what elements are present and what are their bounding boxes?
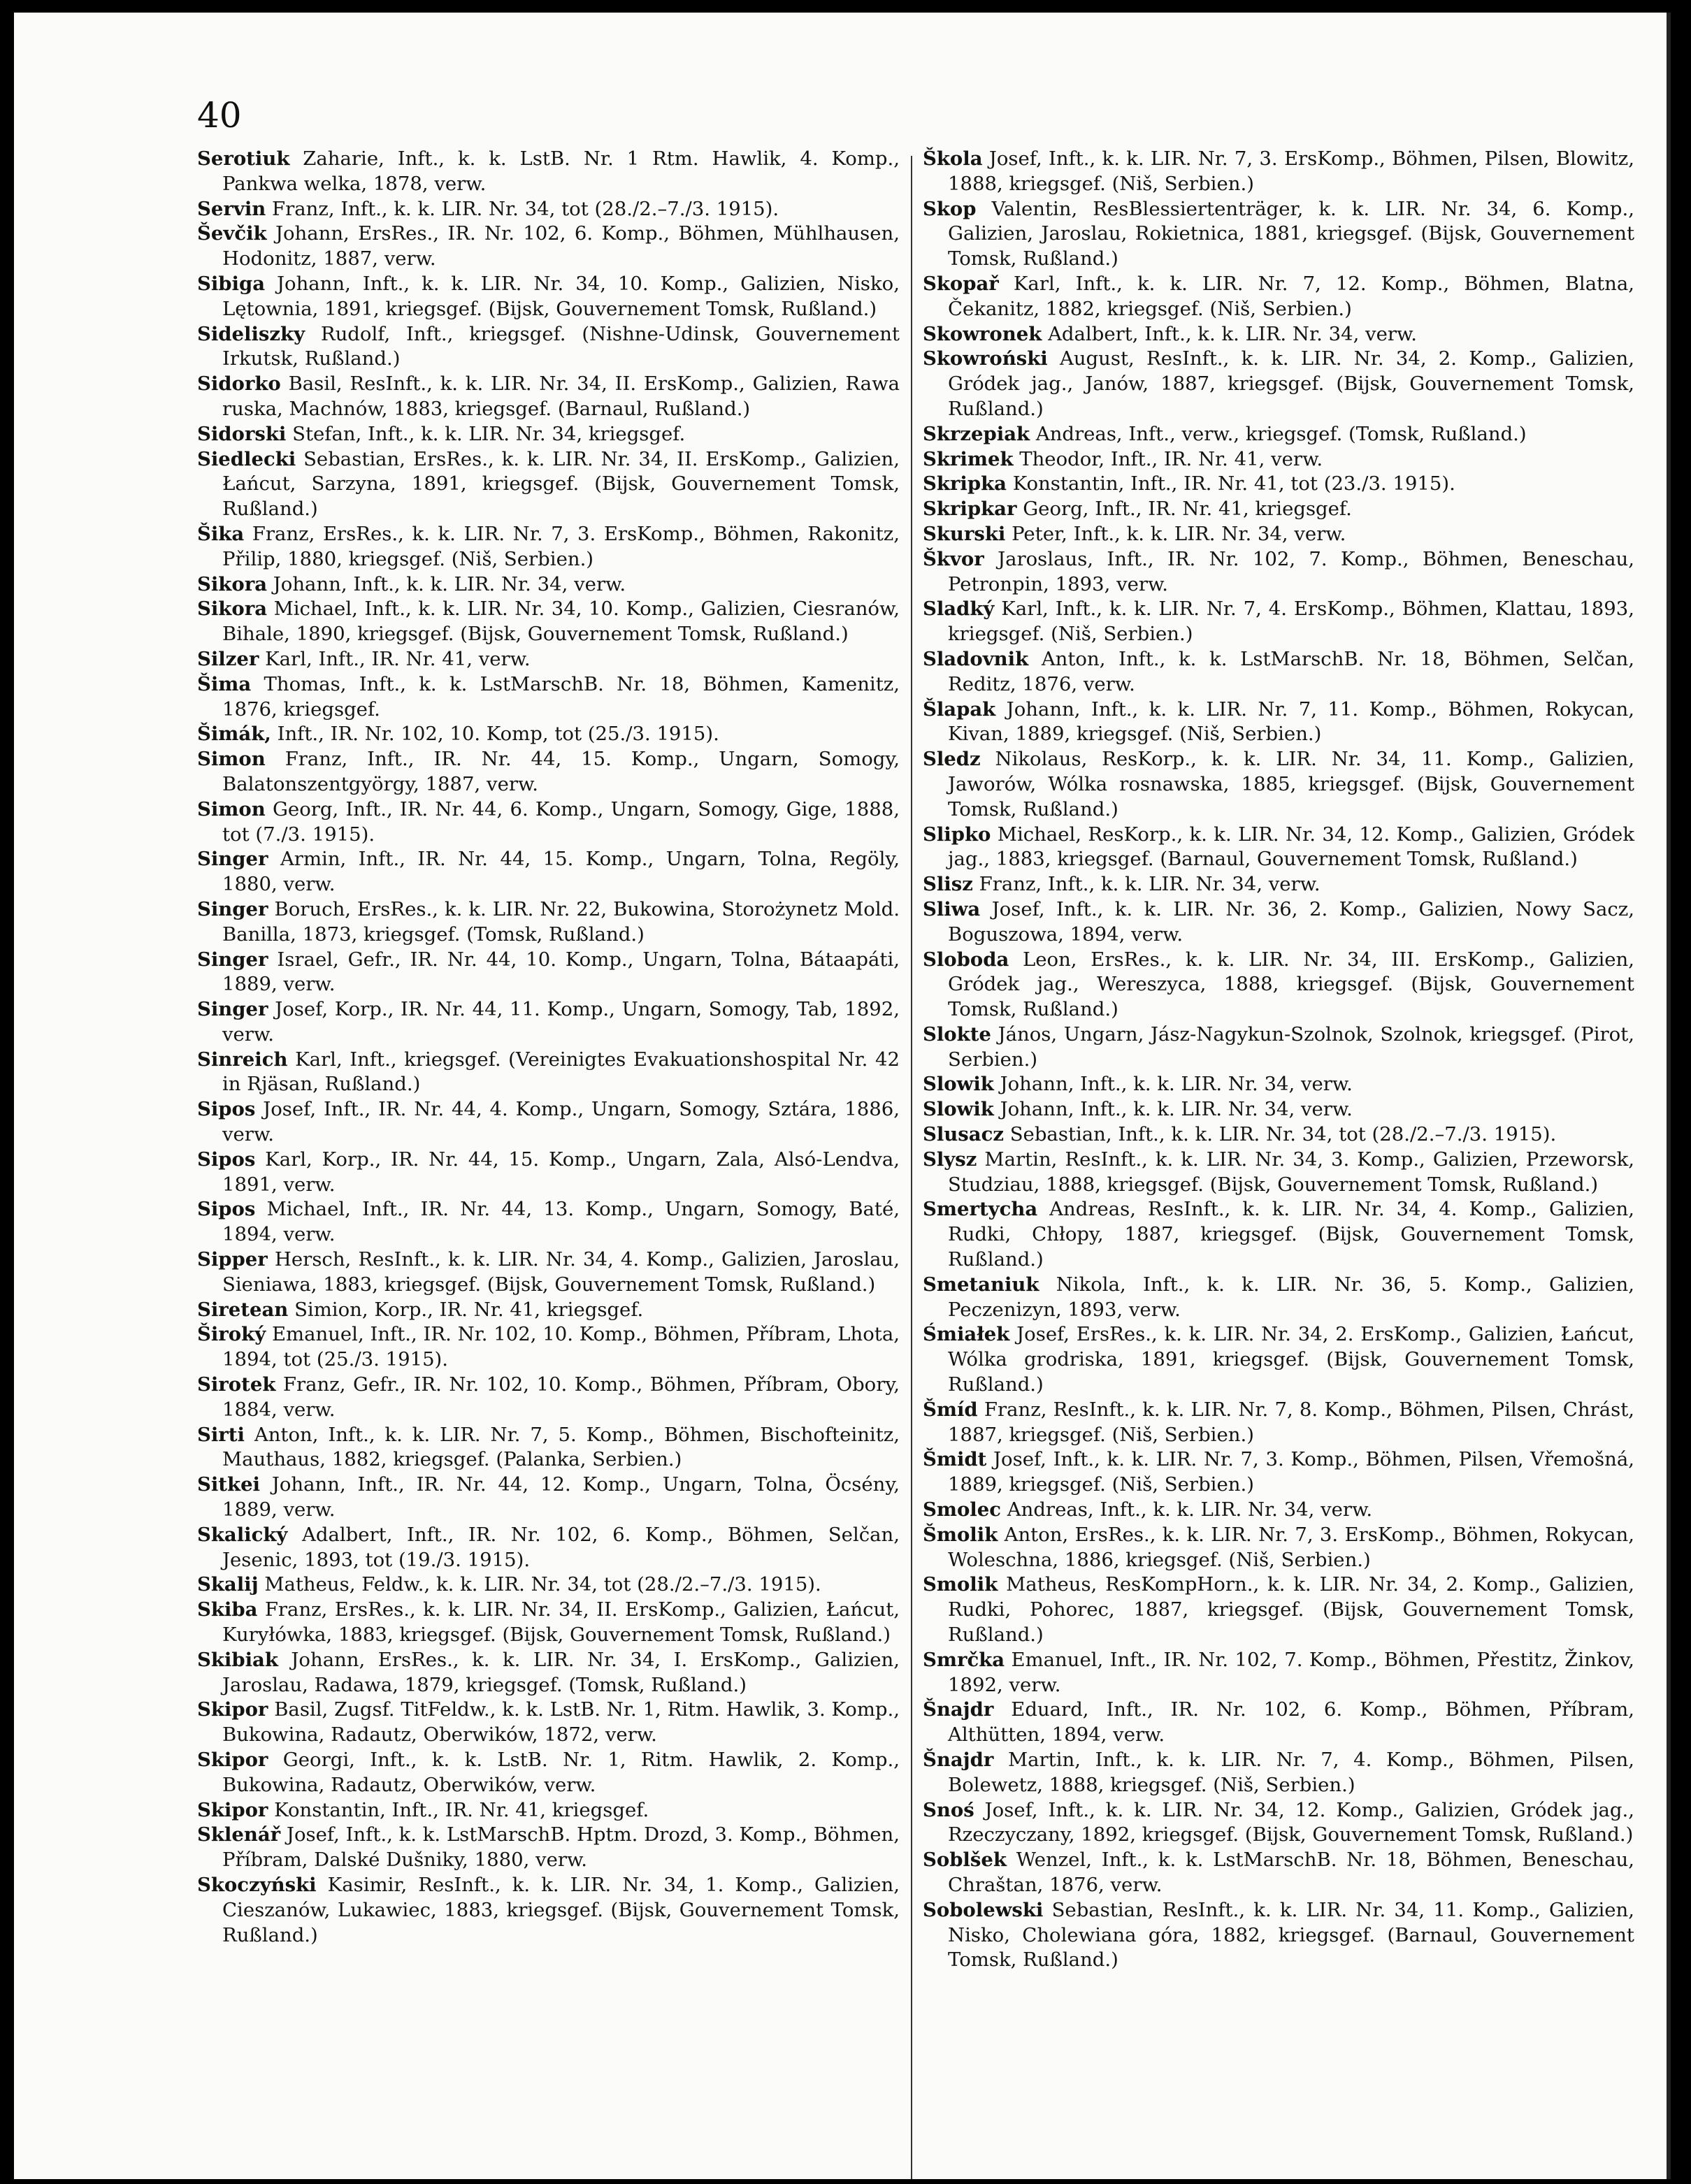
list-item (197, 1373, 900, 1423)
entry-surname: Singer (197, 848, 268, 871)
entry-surname: Sikora (197, 572, 268, 595)
entry-surname: Škola (923, 147, 983, 170)
page-number: 40 (197, 95, 242, 136)
entry-surname: Slusacz (923, 1123, 1004, 1146)
entry-surname: Šmíd (923, 1398, 978, 1421)
entry-surname: Sladký (923, 598, 995, 621)
list-item (197, 1148, 900, 1198)
list-item (923, 897, 1634, 948)
entry-details: Peter, Inft., k. k. LIR. Nr. 34, verw. (1012, 522, 1346, 545)
list-item (923, 1398, 1634, 1448)
list-item (923, 1648, 1634, 1698)
entry-details: Franz, Inft., k. k. LIR. Nr. 34, tot (28./2.–7./3. 1915). (272, 197, 779, 220)
list-item (197, 897, 900, 948)
entry-surname: Singer (197, 948, 268, 971)
list-item (197, 1748, 900, 1798)
entry-details: Anton, ErsRes., k. k. LIR. Nr. 7, 3. ErsKomp., Böhmen, Rokycan, Woleschna, 1886, kriegsgef. (Niš, Serbien.) (948, 1523, 1634, 1571)
entry-details: Josef, ErsRes., k. k. LIR. Nr. 34, 2. ErsKomp., Galizien, Łańcut, Wólka grodriska, 1891, kriegsgef. (Bijsk, Gouvernement Tomsk, Rußland.) (948, 1323, 1634, 1396)
entry-details: Karl, Korp., IR. Nr. 44, 15. Komp., Ungarn, Zala, Alsó-Lendva, 1891, verw. (222, 1148, 900, 1196)
entry-surname: Sirti (197, 1423, 245, 1446)
entry-details: Josef, Inft., k. k. LIR. Nr. 36, 2. Komp., Galizien, Nowy Sacz, Boguszowa, 1894, verw. (948, 897, 1634, 946)
entry-surname: Skipor (197, 1698, 268, 1721)
entry-surname: Smolik (923, 1573, 998, 1596)
entry-surname: Šnajdr (923, 1698, 994, 1721)
list-item (923, 1273, 1634, 1323)
list-item (923, 1022, 1634, 1073)
list-item (197, 997, 900, 1048)
entry-surname: Sledz (923, 748, 981, 771)
list-item (197, 1097, 900, 1148)
entry-details: Basil, Zugsf. TitFeldw., k. k. LstB. Nr. 1, Ritm. Hawlik, 3. Komp., Bukowina, Radautz, Oberwików, 1872, verw. (222, 1698, 900, 1747)
entry-details: Josef, Korp., IR. Nr. 44, 11. Komp., Ungarn, Somogy, Tab, 1892, verw. (222, 998, 900, 1046)
entry-surname: Skrimek (923, 447, 1014, 470)
entry-details: Inft., IR. Nr. 102, 10. Komp, tot (25./3. 1915). (277, 723, 719, 746)
list-item (197, 522, 900, 572)
entry-surname: Skalij (197, 1573, 259, 1596)
left-column (197, 147, 900, 1948)
entry-details: Karl, Inft., k. k. LIR. Nr. 7, 4. ErsKomp., Böhmen, Klattau, 1893, kriegsgef. (Niš, Serbien.) (948, 598, 1634, 646)
list-item (923, 1072, 1634, 1097)
entry-surname: Sinreich (197, 1048, 288, 1071)
list-item (197, 597, 900, 647)
entry-surname: Šika (197, 522, 245, 545)
entry-surname: Smetaniuk (923, 1273, 1039, 1296)
entry-details: August, ResInft., k. k. LIR. Nr. 34, 2. Komp., Galizien, Gródek jag., Janów, 1887, kriegsgef. (Bijsk, Gouvernement Tomsk, Rußland.) (948, 347, 1634, 420)
list-item (197, 672, 900, 723)
entry-surname: Sitkei (197, 1473, 261, 1496)
entry-details: Anton, Inft., k. k. LIR. Nr. 7, 5. Komp., Böhmen, Bischofteinitz, Mauthaus, 1882, kriegsgef. (Palanka, Serbien.) (222, 1423, 900, 1471)
entry-surname: Skiba (197, 1598, 258, 1621)
list-item (197, 722, 900, 747)
entry-details: Franz, Inft., k. k. LIR. Nr. 34, verw. (979, 873, 1321, 896)
entry-details: Armin, Inft., IR. Nr. 44, 15. Komp., Ungarn, Tolna, Regöly, 1880, verw. (222, 848, 900, 896)
entry-details: Karl, Inft., IR. Nr. 41, verw. (265, 647, 531, 670)
list-item (197, 1698, 900, 1748)
entry-details: Georg, Inft., IR. Nr. 44, 6. Komp., Ungarn, Somogy, Gige, 1888, tot (7./3. 1915). (222, 797, 900, 846)
entry-surname: Slokte (923, 1022, 991, 1046)
entry-surname: Singer (197, 998, 268, 1021)
entry-surname: Ševčik (197, 222, 267, 245)
entry-surname: Šima (197, 672, 252, 695)
list-item (923, 1122, 1634, 1148)
list-item (923, 1523, 1634, 1573)
entry-details: Hersch, ResInft., k. k. LIR. Nr. 34, 4. Komp., Galizien, Jaroslau, Sieniawa, 1883, kriegsgef. (Bijsk, Gouvernement Tomsk, Rußland.) (222, 1248, 900, 1296)
entry-details: Johann, Inft., k. k. LIR. Nr. 34, verw. (273, 572, 626, 595)
list-item (197, 747, 900, 797)
list-item (197, 147, 900, 197)
entry-details: Johann, Inft., IR. Nr. 44, 12. Komp., Ungarn, Tolna, Öcsény, 1889, verw. (222, 1473, 900, 1521)
entry-details: Martin, ResInft., k. k. LIR. Nr. 34, 3. Komp., Galizien, Przeworsk, Studziau, 1888, kriegsgef. (Bijsk, Gouvernement Tomsk, Rußland.) (948, 1148, 1634, 1196)
list-item (197, 1423, 900, 1473)
list-item (923, 1798, 1634, 1849)
list-item (197, 422, 900, 447)
list-item (923, 272, 1634, 322)
right-column (923, 147, 1634, 1973)
entry-surname: Śmiałek (923, 1323, 1010, 1346)
list-item (197, 1048, 900, 1098)
entry-details: Josef, Inft., k. k. LIR. Nr. 7, 3. ErsKomp., Böhmen, Pilsen, Blowitz, 1888, kriegsgef. (Niš, Serbien.) (948, 147, 1634, 195)
entry-surname: Skurski (923, 522, 1006, 545)
list-item (197, 1572, 900, 1598)
entry-surname: Sidorko (197, 373, 281, 396)
list-item (923, 1498, 1634, 1523)
entry-surname: Serotiuk (197, 147, 290, 170)
entry-details: Rudolf, Inft., kriegsgef. (Nishne-Udinsk, Gouvernement Irkutsk, Rußland.) (222, 322, 900, 370)
list-item (197, 1197, 900, 1248)
list-item (923, 147, 1634, 197)
entry-details: Jaroslaus, Inft., IR. Nr. 102, 7. Komp., Böhmen, Beneschau, Petronpin, 1893, verw. (948, 547, 1634, 595)
entry-details: Eduard, Inft., IR. Nr. 102, 6. Komp., Böhmen, Příbram, Althütten, 1894, verw. (948, 1698, 1634, 1747)
scan-edge (1667, 13, 1671, 2179)
entry-details: Emanuel, Inft., IR. Nr. 102, 10. Komp., Böhmen, Příbram, Lhota, 1894, tot (25./3. 1915). (222, 1323, 900, 1371)
list-item (197, 1322, 900, 1373)
list-item (197, 222, 900, 272)
list-item (923, 1447, 1634, 1498)
list-item (923, 522, 1634, 547)
entry-details: Josef, Inft., k. k. LIR. Nr. 34, 12. Komp., Galizien, Gródek jag., Rzeczyczany, 1892, kriegsgef. (Bijsk, Gouvernement Tomsk, Rußland.) (948, 1798, 1634, 1846)
entry-surname: Skrzepiak (923, 422, 1030, 445)
entry-details: Basil, ResInft., k. k. LIR. Nr. 34, II. ErsKomp., Galizien, Rawa ruska, Machnów, 1883, kriegsgef. (Barnaul, Rußland.) (222, 373, 900, 420)
entry-details: Josef, Inft., IR. Nr. 44, 4. Komp., Ungarn, Somogy, Sztára, 1886, verw. (222, 1098, 900, 1146)
entry-surname: Singer (197, 897, 268, 920)
entry-details: Johann, ErsRes., k. k. LIR. Nr. 34, I. ErsKomp., Galizien, Jaroslau, Radawa, 1879, kriegsgef. (Tomsk, Rußland.) (222, 1648, 900, 1696)
entry-surname: Skibiak (197, 1648, 278, 1671)
entry-details: Franz, ResInft., k. k. LIR. Nr. 7, 8. Komp., Böhmen, Pilsen, Chrást, 1887, kriegsgef. (Niš, Serbien.) (948, 1398, 1634, 1446)
list-item (197, 322, 900, 373)
entry-details: Stefan, Inft., k. k. LIR. Nr. 34, kriegsgef. (292, 422, 686, 445)
list-item (923, 647, 1634, 697)
column-divider (911, 156, 912, 2179)
entry-surname: Slowik (923, 1098, 994, 1121)
list-item (197, 1598, 900, 1648)
entry-details: Johann, Inft., k. k. LIR. Nr. 7, 11. Komp., Böhmen, Rokycan, Kivan, 1889, kriegsgef. (Niš, Serbien.) (948, 697, 1634, 746)
list-item (923, 872, 1634, 897)
entry-surname: Sidorski (197, 422, 287, 445)
entry-details: Josef, Inft., k. k. LstMarschB. Hptm. Drozd, 3. Komp., Böhmen, Příbram, Dalské Dušniky, 1880, verw. (222, 1823, 900, 1872)
entry-details: Adalbert, Inft., k. k. LIR. Nr. 34, verw. (1048, 322, 1418, 345)
list-item (197, 372, 900, 422)
list-item (923, 1848, 1634, 1898)
entry-surname: Smertycha (923, 1198, 1038, 1221)
entry-surname: Skowroński (923, 347, 1048, 370)
entry-surname: Šlapak (923, 697, 996, 721)
entry-surname: Skalický (197, 1523, 288, 1546)
list-item (923, 1698, 1634, 1748)
entry-surname: Sliwa (923, 897, 981, 920)
entry-details: Michael, Inft., IR. Nr. 44, 13. Komp., Ungarn, Somogy, Baté, 1894, verw. (222, 1198, 900, 1246)
entry-details: Matheus, ResKompHorn., k. k. LIR. Nr. 34, 2. Komp., Galizien, Rudki, Pohorec, 1887, kriegsgef. (Bijsk, Gouvernement Tomsk, Rußland.) (948, 1573, 1634, 1647)
entry-details: Josef, Inft., k. k. LIR. Nr. 7, 3. Komp., Böhmen, Pilsen, Vřemošná, 1889, kriegsgef. (Niš, Serbien.) (948, 1448, 1634, 1496)
entry-surname: Slysz (923, 1148, 977, 1171)
entry-details: Konstantin, Inft., IR. Nr. 41, kriegsgef. (274, 1798, 649, 1821)
entry-details: Sebastian, ResInft., k. k. LIR. Nr. 34, 11. Komp., Galizien, Nisko, Cholewiana góra, 1882, kriegsgef. (Barnaul, Gouvernement Tomsk, Rußland.) (948, 1898, 1634, 1972)
entry-surname: Sobolewski (923, 1898, 1044, 1921)
entry-surname: Skripka (923, 472, 1007, 496)
list-item (923, 597, 1634, 647)
entry-details: Boruch, ErsRes., k. k. LIR. Nr. 22, Bukowina, Storożynetz Mold. Banilla, 1873, kriegsgef. (Tomsk, Rußland.) (222, 897, 900, 946)
entry-details: Matheus, Feldw., k. k. LIR. Nr. 34, tot (28./2.–7./3. 1915). (264, 1573, 821, 1596)
entry-details: Nikola, Inft., k. k. LIR. Nr. 36, 5. Komp., Galizien, Peczenizyn, 1893, verw. (948, 1273, 1634, 1321)
entry-surname: Snoś (923, 1798, 974, 1821)
entry-details: Franz, ErsRes., k. k. LIR. Nr. 7, 3. ErsKomp., Böhmen, Rakonitz, Přilip, 1880, kriegsgef. (Niš, Serbien.) (222, 522, 900, 570)
list-item (923, 948, 1634, 1022)
entry-surname: Šmidt (923, 1448, 987, 1471)
entry-surname: Sipos (197, 1098, 256, 1121)
entry-details: Karl, Inft., k. k. LIR. Nr. 7, 12. Komp., Böhmen, Blatna, Čekanitz, 1882, kriegsgef. (Niš, Serbien.) (948, 272, 1634, 320)
entry-surname: Siedlecki (197, 447, 296, 470)
list-item (197, 1248, 900, 1298)
entry-surname: Sikora (197, 598, 268, 621)
entry-surname: Sloboda (923, 948, 1009, 971)
list-item (197, 572, 900, 598)
entry-details: Sebastian, ErsRes., k. k. LIR. Nr. 34, II. ErsKomp., Galizien, Łańcut, Sarzyna, 1891, kriegsgef. (Bijsk, Gouvernement Tomsk, Rußland.) (222, 447, 900, 521)
entry-surname: Simon (197, 748, 266, 771)
entry-details: Andreas, Inft., k. k. LIR. Nr. 34, verw. (1007, 1498, 1373, 1521)
entry-surname: Skoczyński (197, 1873, 317, 1896)
list-item (923, 697, 1634, 748)
entry-surname: Sladovnik (923, 647, 1029, 670)
entry-details: Johann, Inft., k. k. LIR. Nr. 34, verw. (1000, 1073, 1353, 1096)
entry-details: Franz, Gefr., IR. Nr. 102, 10. Komp., Böhmen, Příbram, Obory, 1884, verw. (222, 1373, 900, 1421)
entry-surname: Skipor (197, 1749, 268, 1771)
entry-details: Konstantin, Inft., IR. Nr. 41, tot (23./3. 1915). (1012, 472, 1455, 496)
list-item (197, 197, 900, 222)
list-item (197, 1798, 900, 1823)
entry-surname: Slowik (923, 1073, 994, 1096)
entry-surname: Simon (197, 797, 266, 820)
entry-surname: Smrčka (923, 1648, 1005, 1671)
entry-surname: Široký (197, 1323, 266, 1346)
list-item (923, 1148, 1634, 1198)
entry-surname: Skopař (923, 272, 999, 295)
list-item (923, 1748, 1634, 1798)
list-item (923, 197, 1634, 272)
list-item (923, 823, 1634, 873)
entry-surname: Sipos (197, 1198, 256, 1221)
list-item (197, 272, 900, 322)
list-item (923, 347, 1634, 421)
entry-details: Anton, Inft., k. k. LstMarschB. Nr. 18, Böhmen, Selčan, Reditz, 1876, verw. (948, 647, 1634, 695)
entry-details: Franz, ErsRes., k. k. LIR. Nr. 34, II. ErsKomp., Galizien, Łańcut, Kuryłówka, 1883, kriegsgef. (Bijsk, Gouvernement Tomsk, Rußland.) (222, 1598, 900, 1647)
list-item (923, 1572, 1634, 1647)
entry-details: Andreas, ResInft., k. k. LIR. Nr. 34, 4. Komp., Galizien, Rudki, Chłopy, 1887, kriegsgef. (Bijsk, Gouvernement Tomsk, Rußland.) (948, 1198, 1634, 1271)
list-item (197, 1298, 900, 1323)
entry-details: Valentin, ResBlessiertenträger, k. k. LIR. Nr. 34, 6. Komp., Galizien, Jaroslau, Rokietnica, 1881, kriegsgef. (Bijsk, Gouvernement Tomsk, Rußland.) (948, 197, 1634, 270)
list-item (197, 797, 900, 848)
entry-surname: Sirotek (197, 1373, 276, 1396)
entry-details: Thomas, Inft., k. k. LstMarschB. Nr. 18, Böhmen, Kamenitz, 1876, kriegsgef. (222, 672, 900, 721)
list-item (197, 1523, 900, 1573)
entry-details: János, Ungarn, Jász-Nagykun-Szolnok, Szolnok, kriegsgef. (Pirot, Serbien.) (948, 1022, 1634, 1071)
entry-details: Michael, ResKorp., k. k. LIR. Nr. 34, 12. Komp., Galizien, Gródek jag., 1883, kriegsgef. (Barnaul, Gouvernement Tomsk, Rußland.) (948, 823, 1634, 871)
entry-details: Karl, Inft., kriegsgef. (Vereinigtes Evakuationshospital Nr. 42 in Rjäsan, Rußland.) (222, 1048, 900, 1096)
entry-details: Franz, Inft., IR. Nr. 44, 15. Komp., Ungarn, Somogy, Balatonszentgyörgy, 1887, verw. (222, 748, 900, 795)
entry-details: Martin, Inft., k. k. LIR. Nr. 7, 4. Komp., Böhmen, Pilsen, Bolewetz, 1888, kriegsgef. (Niš, Serbien.) (948, 1749, 1634, 1796)
entry-surname: Skowronek (923, 322, 1042, 345)
entry-surname: Slipko (923, 823, 991, 846)
entry-surname: Skripkar (923, 498, 1017, 521)
list-item (923, 1097, 1634, 1122)
entry-details: Adalbert, Inft., IR. Nr. 102, 6. Komp., Böhmen, Selčan, Jesenic, 1893, tot (19./3. 1915). (222, 1523, 900, 1571)
entry-details: Michael, Inft., k. k. LIR. Nr. 34, 10. Komp., Galizien, Ciesranów, Bihale, 1890, kriegsgef. (Bijsk, Gouvernement Tomsk, Rußland.) (222, 598, 900, 646)
entry-details: Johann, Inft., k. k. LIR. Nr. 34, 10. Komp., Galizien, Nisko, Lętownia, 1891, kriegsgef. (Bijsk, Gouvernement Tomsk, Rußland.) (222, 272, 900, 320)
list-item (923, 472, 1634, 497)
entry-details: Nikolaus, ResKorp., k. k. LIR. Nr. 34, 11. Komp., Galizien, Jaworów, Wólka rosnawska, 1885, kriegsgef. (Bijsk, Gouvernement Tomsk, Rußland.) (948, 748, 1634, 820)
entry-details: Wenzel, Inft., k. k. LstMarschB. Nr. 18, Böhmen, Beneschau, Chraštan, 1876, verw. (948, 1849, 1634, 1896)
entry-surname: Sibiga (197, 272, 266, 295)
entry-details: Kasimir, ResInft., k. k. LIR. Nr. 34, 1. Komp., Galizien, Cieszanów, Lukawiec, 1883, kriegsgef. (Bijsk, Gouvernement Tomsk, Rußland.) (222, 1873, 900, 1946)
entry-details: Leon, ErsRes., k. k. LIR. Nr. 34, III. ErsKomp., Galizien, Gródek jag., Wereszyca, 1888, kriegsgef. (Bijsk, Gouvernement Tomsk, Rußland.) (948, 948, 1635, 1021)
entry-surname: Skop (923, 197, 977, 220)
entry-details: Israel, Gefr., IR. Nr. 44, 10. Komp., Ungarn, Tolna, Bátaapáti, 1889, verw. (222, 948, 900, 996)
list-item (197, 1473, 900, 1523)
entry-details: Simion, Korp., IR. Nr. 41, kriegsgef. (294, 1298, 644, 1321)
list-item (923, 422, 1634, 447)
entry-details: Sebastian, Inft., k. k. LIR. Nr. 34, tot (28./2.–7./3. 1915). (1009, 1123, 1557, 1146)
entry-surname: Skipor (197, 1798, 268, 1821)
entry-surname: Siretean (197, 1298, 289, 1321)
entry-surname: Sklenář (197, 1823, 281, 1846)
entry-surname: Škvor (923, 547, 984, 570)
list-item (923, 1197, 1634, 1272)
entry-details: Zaharie, Inft., k. k. LstB. Nr. 1 Rtm. Hawlik, 4. Komp., Pankwa welka, 1878, verw. (222, 147, 900, 195)
entry-surname: Silzer (197, 647, 259, 670)
list-item (923, 447, 1634, 472)
list-item (923, 322, 1634, 347)
entry-surname: Sipos (197, 1148, 256, 1171)
list-item (197, 647, 900, 672)
entry-surname: Šmolik (923, 1523, 998, 1546)
entry-surname: Šimák, (197, 723, 271, 746)
entry-details: Andreas, Inft., verw., kriegsgef. (Tomsk, Rußland.) (1035, 422, 1527, 445)
entry-details: Emanuel, Inft., IR. Nr. 102, 7. Komp., Böhmen, Přestitz, Žinkov, 1892, verw. (948, 1648, 1634, 1696)
entry-details: Johann, ErsRes., IR. Nr. 102, 6. Komp., Böhmen, Mühlhausen, Hodonitz, 1887, verw. (222, 222, 900, 270)
list-item (197, 447, 900, 522)
list-item (923, 747, 1634, 822)
list-item (923, 547, 1634, 598)
entry-details: Johann, Inft., k. k. LIR. Nr. 34, verw. (1000, 1098, 1353, 1121)
list-item (923, 1898, 1634, 1973)
entry-surname: Servin (197, 197, 266, 220)
entry-surname: Slisz (923, 873, 973, 896)
entry-details: Georg, Inft., IR. Nr. 41, kriegsgef. (1023, 498, 1352, 521)
entry-details: Georgi, Inft., k. k. LstB. Nr. 1, Ritm. Hawlik, 2. Komp., Bukowina, Radautz, Oberwików, verw. (222, 1749, 900, 1796)
entry-surname: Šnajdr (923, 1749, 994, 1771)
list-item (197, 1873, 900, 1948)
entry-surname: Sipper (197, 1248, 268, 1271)
document-page (14, 13, 1671, 2179)
list-item (197, 1648, 900, 1698)
entry-surname: Soblšek (923, 1849, 1007, 1872)
list-item (923, 497, 1634, 522)
entry-surname: Sideliszky (197, 322, 305, 345)
list-item (197, 1823, 900, 1873)
entry-details: Theodor, Inft., IR. Nr. 41, verw. (1019, 447, 1323, 470)
entry-surname: Smolec (923, 1498, 1001, 1521)
list-item (197, 847, 900, 897)
list-item (923, 1322, 1634, 1397)
list-item (197, 948, 900, 998)
